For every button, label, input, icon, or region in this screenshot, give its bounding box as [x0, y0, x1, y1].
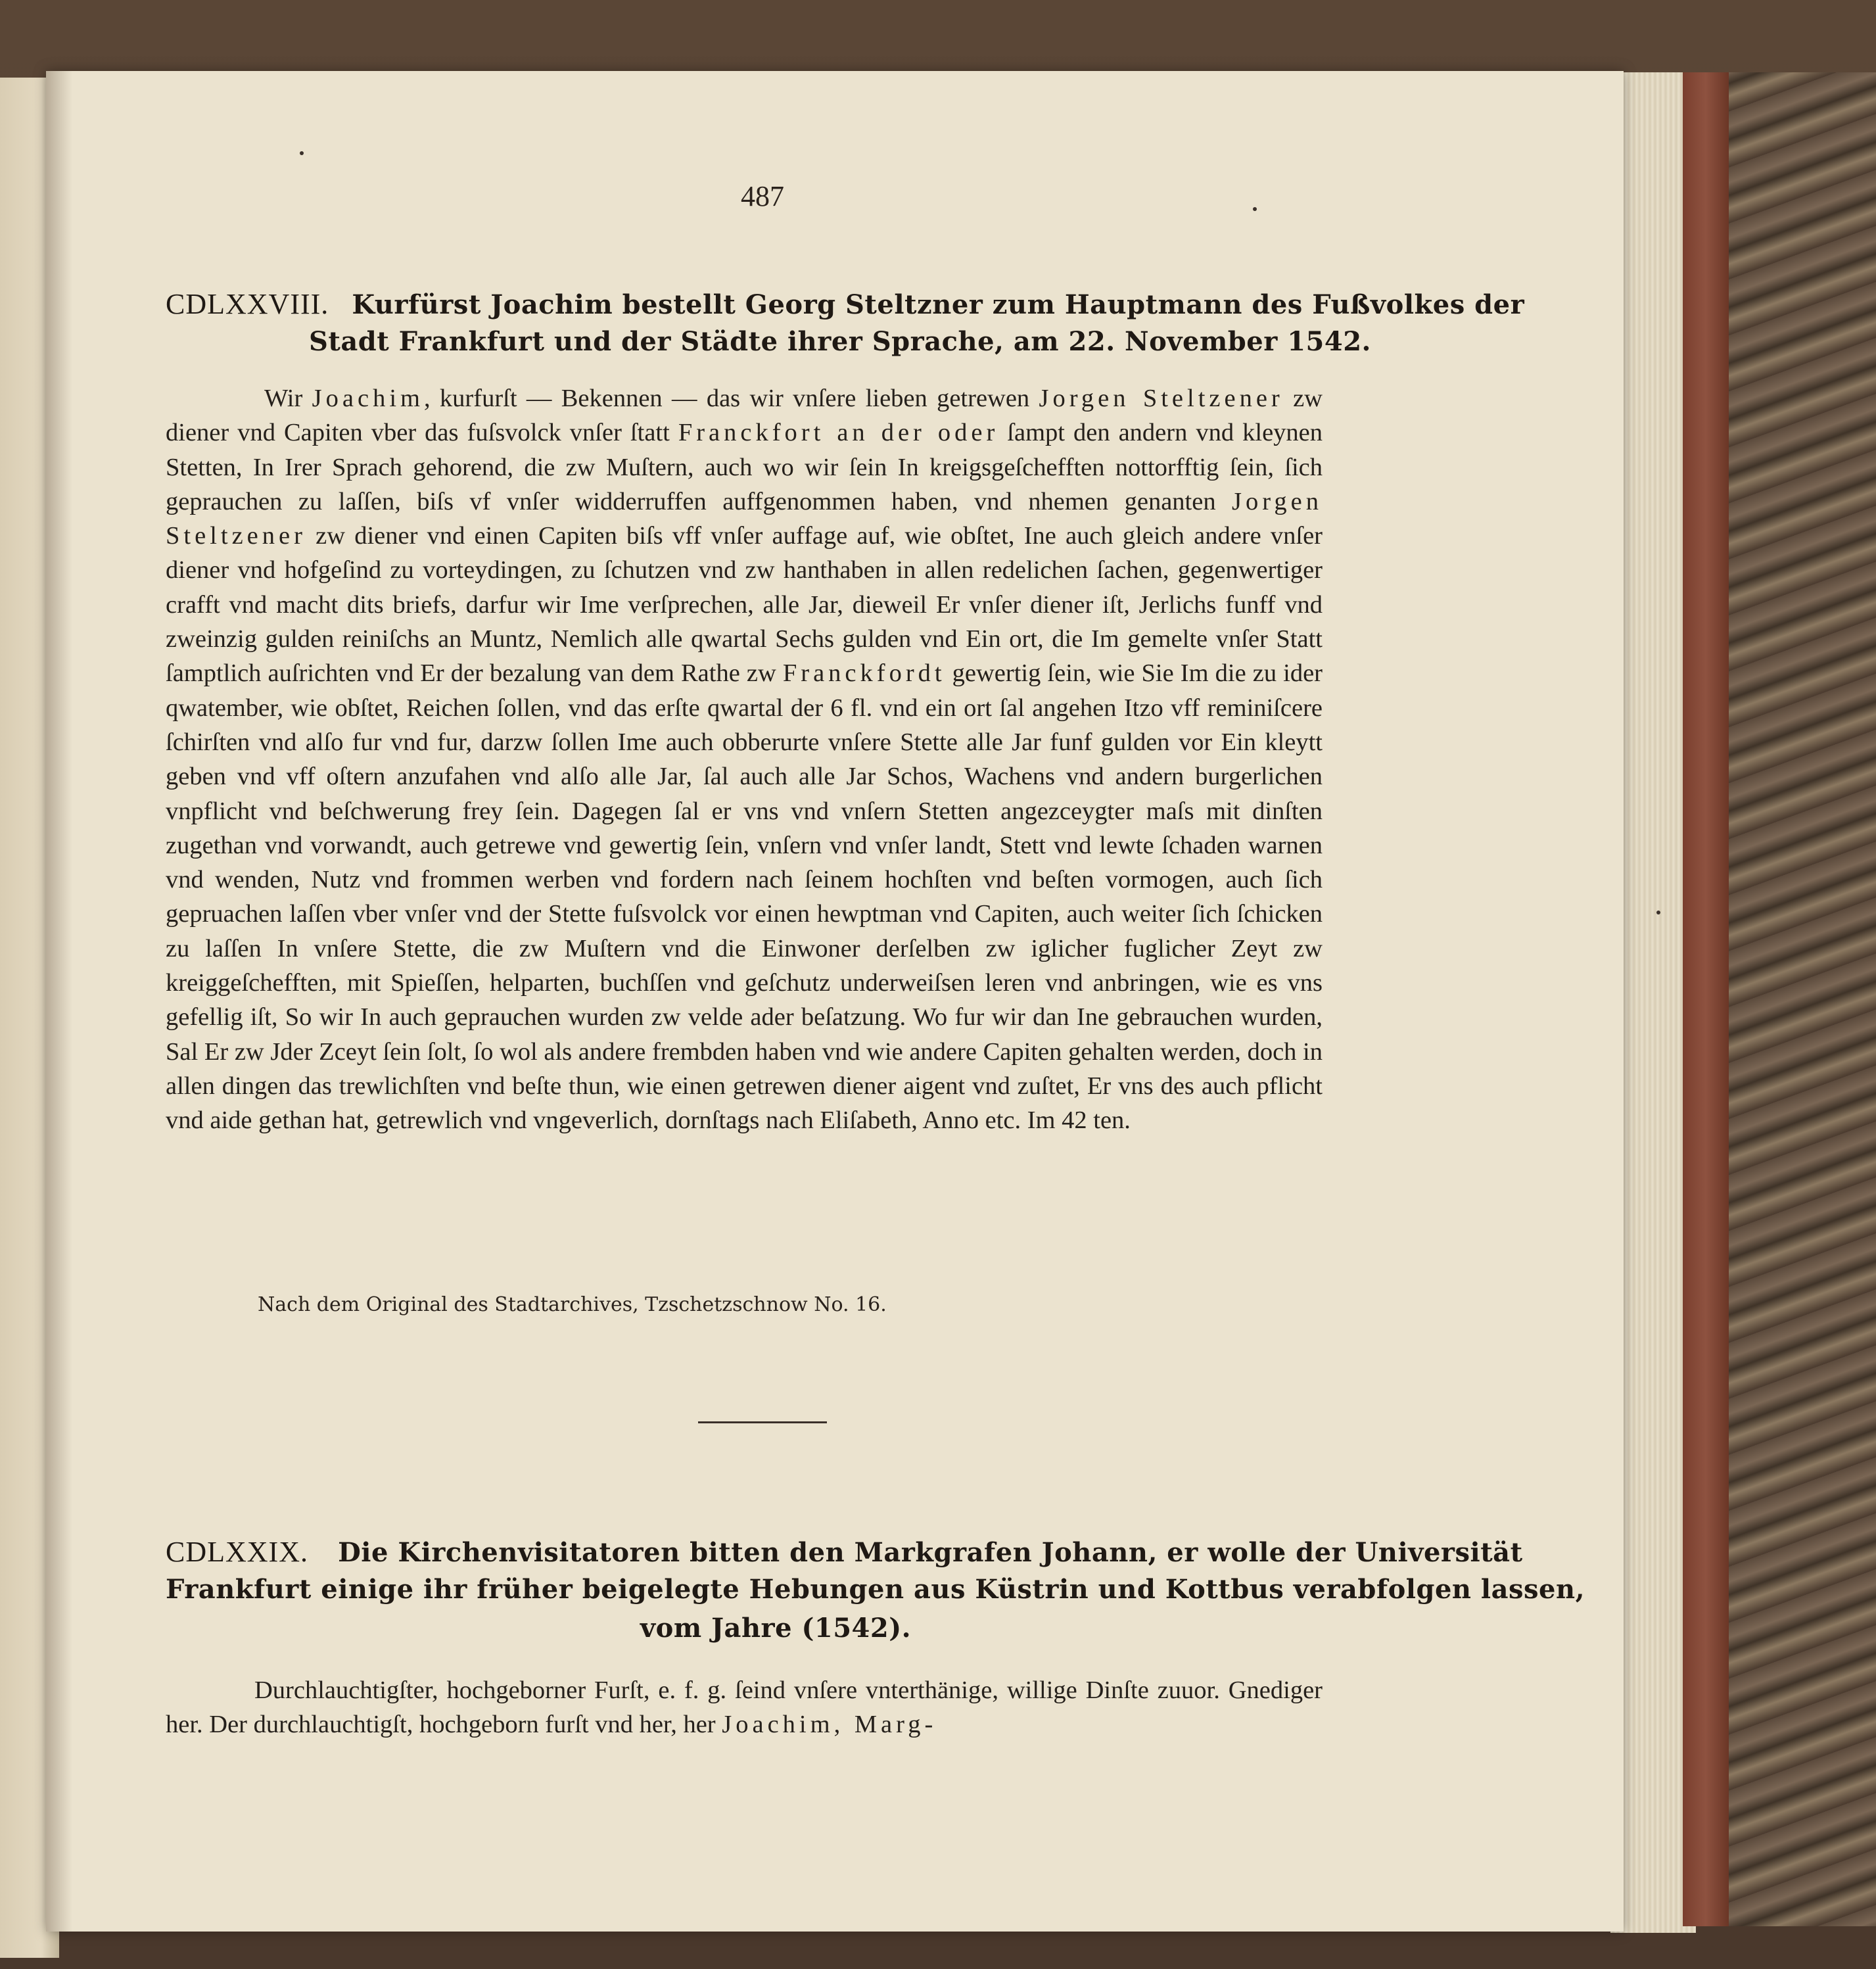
document-1-body: [166, 381, 1323, 1138]
document-title-continued: Frankfurt einige ihr früher beigelegte Hebungen aus Küstrin und Kottbus verabfolgen lassen,: [166, 1574, 1585, 1605]
spaced-name: Jorgen Steltzener: [1039, 385, 1284, 412]
spaced-name: Jorgen Steltzener: [166, 487, 1323, 550]
text-run: zw diener vnd einen Capiten biſs vff vnſer auffage auf, wie obſtet, Ine auch gleich andere vnſer diener vnd hofgeſind zu vorteydingen, zu ſchutzen vnd zw hanthaben in allen redelichen ſachen, gegenwertiger crafft vnd macht dits briefs, darfur wir Ime verſprechen, alle Jar, dieweil Er vnſer diener iſt, Jerlichs funff vnd zweinzig gulden reiniſchs an Muntz, Nemlich alle qwartal Sechs gulden vnd Ein ort, die Im gemelte vnſer Statt ſamptlich auſrichten vnd Er der bezalung van dem Rathe zw: [166, 522, 1323, 688]
document-date: vom Jahre (1542).: [640, 1613, 912, 1644]
document-heading-1-line-1: [166, 287, 1525, 321]
document-title-continued: Stadt Frankfurt und der Städte ihrer Sprache, am 22. November 1542.: [309, 326, 1371, 357]
leather-spine-edge: [1683, 72, 1729, 1926]
section-divider: [698, 1421, 827, 1423]
document-2-paragraph: [166, 1673, 1323, 1742]
paper-speck: [1656, 911, 1660, 914]
text-run: , Marg-: [833, 1711, 937, 1739]
page-gutter-shadow: [46, 71, 72, 1932]
text-run: gewertig ſein, wie Sie Im die zu ider qwatember, wie obſtet, Reichen ſollen, vnd das erſte qwartal der 6 fl. vnd ein ort ſal angehen Itzo vff reminiſcere ſchirſten vnd alſo fur vnd fur, darzw ſollen Ime auch obberurte vnſere Stette alle Jar funf gulden vor Ein kleytt geben vnd vff oſtern anzufahen vnd alſo alle Jar, ſal auch alle Jar Schos, Wachens vnd andern burgerlichen vnpflicht vnd beſchwerung frey ſein. Dagegen ſal er vns vnd vnſern Stetten angezceygter maſs mit dinſten zugethan vnd vorwandt, auch getrewe vnd gewertig ſein, vnſern vnd vnſer landt, Stett vnd lewte ſchaden warnen vnd wenden, Nutz vnd frommen werben vnd fordern nach ſeinem hochſten vnd beſten vormogen, auch ſich gepruachen laſſen vber vnſer vnd der Stette fuſsvolck vor einen hewptman vnd Capiten, auch weiter ſich ſchicken zu laſſen In vnſere Stette, die zw Muſtern vnd die Einwoner derſelben zw iglicher fuglicher Zeyt zw kreiggeſchefften, mit Spieſſen, helparten, buchſſen vnd geſchutz underweiſsen leren vnd anbringen, wie es vns gefellig iſt, So wir In auch geprauchen wurden zw velde ader beſatzung. Wo fur wir dan Ine gebrauchen wurden, Sal Er zw Jder Zceyt ſein ſolt, ſo wol als andere frembden haben vnd wie andere Capiten gehalten werden, doch in allen dingen das trewlichſten vnd beſte thun, wie einen getrewen diener aigent vnd zuſtet, Er vns des auch pflicht vnd aide gethan hat, getrewlich vnd vngeverlich, dornſtags nach Eliſabeth, Anno etc. Im 42 ten.: [166, 659, 1323, 1135]
document-heading-2-line-1: [166, 1535, 1523, 1569]
page-number: 487: [741, 180, 784, 212]
spaced-place: Franckfordt: [782, 659, 946, 688]
paper-speck: [300, 151, 304, 155]
document-number: CDLXXVIII.: [166, 288, 329, 320]
spaced-place: Franckfort an der oder: [678, 419, 999, 447]
document-1-paragraph: [166, 381, 1323, 1138]
text-run: , kurfurſt — Bekennen — das wir vnſere lieben getrewen: [423, 385, 1039, 412]
document-heading-2-line-3: [578, 1613, 973, 1644]
text-run: zw diener vnd Capiten vber das fuſsvolck vnſer ſtatt: [166, 385, 1323, 447]
text-run: Wir: [264, 385, 312, 412]
document-heading-2-line-2: [166, 1574, 1585, 1605]
document-2-body: [166, 1673, 1323, 1742]
document-title: Die Kirchenvisitatoren bitten den Markgrafen Johann, er wolle der Universität: [338, 1537, 1523, 1568]
source-note: Nach dem Original des Stadtarchives, Tzschetzschnow No. 16.: [258, 1293, 887, 1316]
text-run: Durchlauchtigſter, hochgeborner Furſt, e. f. g. ſeind vnſere vnterthänige, willige Dinſte zuuor. Gnediger her. Der durchlauchtigſt, hochgeborn furſt vnd her, her: [166, 1676, 1323, 1739]
paper-speck: [1253, 207, 1257, 211]
document-heading-1-line-2: [309, 326, 1371, 357]
document-title: Kurfürst Joachim bestellt Georg Steltzner zum Hauptmann des Fußvolkes der: [352, 289, 1525, 320]
document-number: CDLXXIX.: [166, 1536, 308, 1568]
spaced-name: Joachim: [722, 1711, 834, 1739]
text-run: ſampt den andern vnd kleynen Stetten, In Irer Sprach gehorend, die zw Muſtern, auch wo wir ſein In kreigsgeſchefften nottorfftig ſein, ſich geprauchen zu laſſen, biſs vf vnſer widderruffen auffgenommen haben, vnd nhemen genanten: [166, 419, 1323, 515]
spaced-name: Joachim: [312, 385, 424, 412]
